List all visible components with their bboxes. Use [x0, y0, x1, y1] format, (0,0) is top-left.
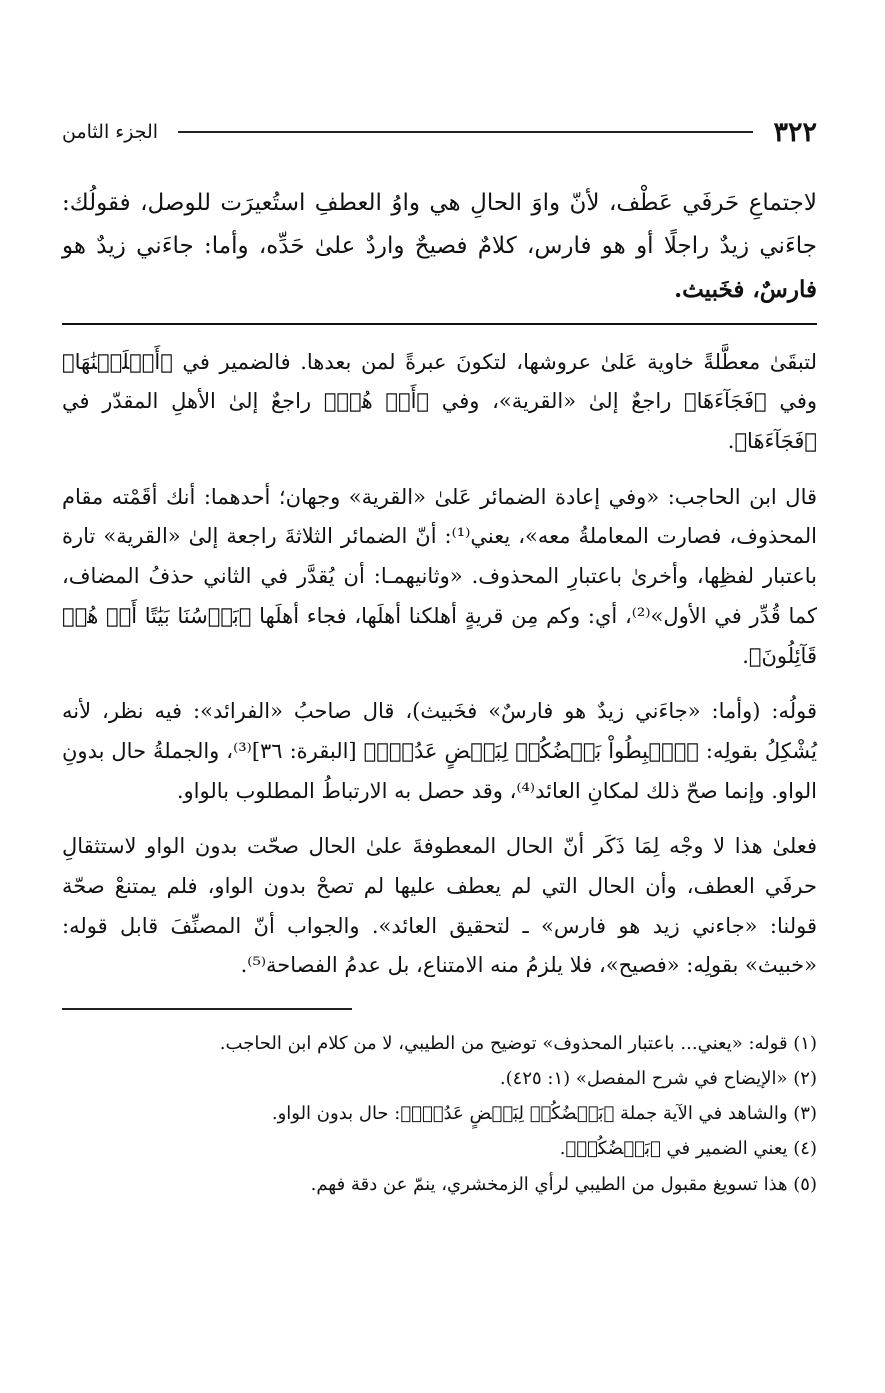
- commentary-paragraph: [62, 343, 817, 462]
- commentary-line: لفظِها، وأخرىٰ باعتبارِ المحذوف. «وثانيهمـا: أن يُقدَّر في الثاني حذفُ المضاف، كما قُدِّر في: [62, 564, 817, 628]
- commentary-line: يُشْكِلُ بقولِه: ﴿ٱهۡبِطُواْ بَعۡضُكُمۡ لِبَعۡضٍ عَدُوّٞ﴾ [البقرة: ٣٦]⁽³⁾، والجملةُ حال بدونِ الواو. وإنما: [62, 738, 818, 803]
- commentary-line: فعلىٰ هذا لا وجْه لِمَا ذَكَر أنّ الحال المعطوفةَ علىٰ الحال صحّت بدون الواو لاستثقالِ: [62, 834, 817, 859]
- footnote-2: (٢) «الإيضاح في شرح المفصل» (١: ٤٢٥).: [499, 1067, 817, 1089]
- commentary-line: «فصيح»، فلا يلزمُ منه الامتناع، بل عدمُ الفصاحة⁽⁵⁾.: [240, 953, 680, 978]
- commentary-paragraph: [62, 827, 817, 986]
- main-text-line: لاجتماعِ حَرفَي عَطْف، لأنّ واوَ الحالِ هي واوُ العطفِ استُعيرَت للوصل، فقولُك:: [62, 190, 817, 216]
- commentary-paragraph: [62, 478, 817, 676]
- footnote-rule: [62, 1008, 352, 1010]
- page-header: [62, 112, 817, 152]
- footnote-3: (٣) والشاهد في الآية جملة ﴿بَعۡضُكُمۡ لِبَعۡضٍ عَدُوّٞ﴾: حال بدون الواو.: [271, 1103, 817, 1125]
- page-number: ٣٢٢: [773, 116, 817, 148]
- commentary-line: الأول»⁽²⁾، أي: وكم مِن قريةٍ أهلكنا أهلَها، فجاء أهلَها ﴿بَأۡسُنَا بَيَٰتًا أَوۡ هُمۡ قَآئِلُونَ﴾.: [62, 603, 817, 668]
- text-divider: [62, 323, 817, 325]
- running-head: الجزء الثامن: [62, 121, 159, 143]
- book-page: [62, 112, 817, 1202]
- commentary-line: حرفَي العطف، وأن الحال التي لم يعطف عليها لم تصحْ بدون الواو، فلم يمتنعْ صحّة قولنا:: [62, 873, 817, 938]
- commentary-line: لتبقَىٰ معطَّلةً خاوية عَلىٰ عروشها، لتكونَ عبرةً لمن بعدها. فالضمير في ﴿أَهۡلَكۡنَٰهَا﴾ وفي: [62, 349, 817, 414]
- commentary-line: ﴿فَجَآءَهَا﴾ راجعٌ إلىٰ «القرية»، وفي ﴿أَوۡ هُمۡ﴾ راجعٌ إلىٰ الأهلِ المقدّر في ﴿فَجَآءَهَا﴾.: [62, 389, 817, 454]
- commentary-line: صحّ ذلك لمكانِ العائد⁽⁴⁾، وقد حصل به الارتباطُ المطلوب بالواو.: [176, 778, 718, 803]
- commentary-line: قولُه: (وأما: «جاءَني زيدٌ هو فارسٌ» فخَبيث)، قال صاحبُ «الفرائد»: فيه نظر، لأنه: [62, 699, 817, 724]
- footnote-4: (٤) يعني الضمير في ﴿بَعۡضُكُمۡ﴾.: [559, 1138, 817, 1160]
- commentary-line: المحذوف، فصارت المعاملةُ معه»، يعني⁽¹⁾: أنّ الضمائر الثلاثةَ راجعة إلىٰ «القرية» تارة باعتبار: [62, 524, 818, 589]
- footnote-5: (٥) هذا تسويغ مقبول من الطيبي لرأي الزمخشري، ينمّ عن دقة فهم.: [310, 1173, 817, 1195]
- main-text: [62, 182, 817, 313]
- commentary-paragraph: [62, 692, 817, 811]
- commentary-line: «جاءني زيد هو فارس» ـ لتحقيق العائد». والجواب أنّ المصنِّفَ قابل قوله: «خبيث» بقولِه:: [62, 913, 817, 978]
- header-rule: [178, 131, 753, 133]
- main-text-line: فارسٌ، فخَبيث.: [674, 276, 817, 304]
- commentary: [62, 343, 817, 986]
- footnotes: [62, 1026, 817, 1202]
- commentary-line: قال ابن الحاجب: «وفي إعادة الضمائر عَلىٰ «القرية» وجهان؛ أحدهما: أنك أقَمْته مقام: [62, 484, 817, 509]
- main-text-line: جاءَني زيدٌ راجلًا أو هو فارس، كلامٌ فصيحٌ واردٌ علىٰ حَدِّه، وأما: جاءَني زيدٌ هو: [62, 233, 817, 260]
- footnote-1: (١) قوله: «يعني... باعتبار المحذوف» توضيح من الطيبي، لا من كلام ابن الحاجب.: [219, 1032, 817, 1054]
